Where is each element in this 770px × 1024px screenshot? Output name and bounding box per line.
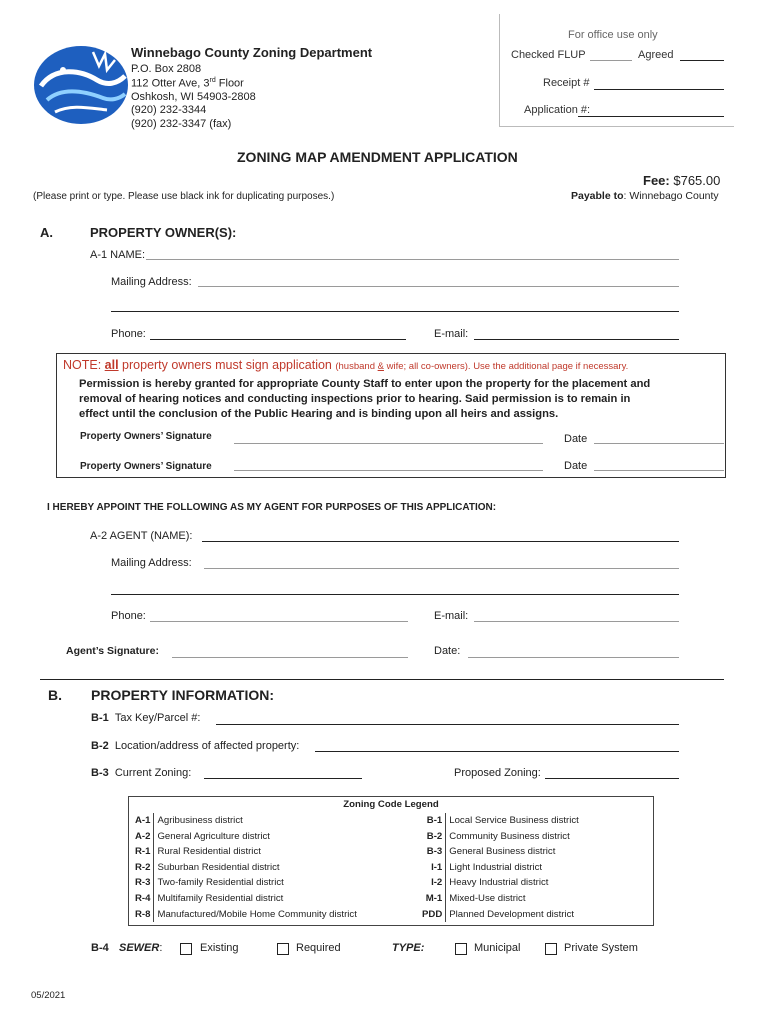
type-municipal-label: Municipal	[474, 942, 521, 954]
legend-description: General Agriculture district	[157, 830, 270, 842]
section-divider	[40, 679, 724, 680]
proposed-zoning-label: Proposed Zoning:	[454, 767, 541, 779]
owner-mailing-label: Mailing Address:	[111, 276, 192, 288]
owner-date-label-1: Date	[564, 433, 588, 445]
section-b-letter: B.	[48, 687, 62, 703]
legend-row	[132, 829, 360, 845]
form-title: ZONING MAP AMENDMENT APPLICATION	[237, 149, 518, 165]
agreed-label: Agreed	[638, 49, 674, 61]
agreed-field[interactable]	[680, 60, 724, 61]
legend-code: R-8	[132, 907, 154, 923]
owner-signature-label-1: Property Owners’ Signature	[80, 431, 212, 442]
office-use-title: For office use only	[568, 29, 658, 41]
agent-appoint-statement: I HEREBY APPOINT THE FOLLOWING AS MY AGENT FOR PURPOSES OF THIS APPLICATION:	[47, 502, 497, 513]
permission-line-1: Permission is hereby granted for appropriate County Staff to enter upon the property for the placement and	[79, 378, 651, 390]
owner-signature-field-2[interactable]	[234, 470, 543, 471]
legend-code: A-1	[132, 813, 154, 829]
section-b-title: PROPERTY INFORMATION:	[91, 687, 275, 703]
sewer-label	[119, 942, 162, 954]
street-sup: rd	[209, 77, 216, 84]
owner-name-field[interactable]	[146, 259, 679, 260]
owner-name-label: A-1 NAME:	[90, 249, 146, 261]
legend-description: Multifamily Residential district	[157, 892, 284, 904]
legend-code: R-2	[132, 860, 154, 876]
receipt-field[interactable]	[594, 89, 724, 90]
b1-code: B-1	[91, 712, 109, 724]
type-private-label: Private System	[564, 942, 638, 954]
department-name: Winnebago County Zoning Department	[131, 45, 373, 60]
tax-key-row	[91, 712, 200, 724]
legend-row	[419, 891, 582, 907]
receipt-label: Receipt #	[543, 77, 590, 89]
note-text	[63, 358, 628, 372]
owner-date-field-1[interactable]	[594, 443, 724, 444]
note-prefix: NOTE:	[63, 358, 105, 372]
agent-mailing-field-2[interactable]	[111, 594, 679, 595]
agent-mailing-field[interactable]	[204, 568, 679, 569]
city-state-zip: Oshkosh, WI 54903-2808	[131, 91, 256, 103]
legend-row	[419, 907, 582, 923]
agent-date-label: Date:	[434, 645, 461, 657]
sewer-existing-label: Existing	[200, 942, 239, 954]
note-main: property owners must sign application	[118, 358, 336, 372]
form-version: 05/2021	[31, 990, 66, 1001]
legend-row	[132, 891, 360, 907]
section-a-letter: A.	[40, 225, 53, 240]
permission-line-3: effect until the conclusion of the Public Hearing and is binding upon all heirs and assigns.	[79, 408, 559, 420]
note-rest: wife; all co-owners). Use the additional page if necessary.	[383, 361, 629, 372]
payable-value: : Winnebago County	[623, 190, 719, 202]
b2-code: B-2	[91, 740, 109, 752]
owner-signature-label-2: Property Owners’ Signature	[80, 461, 212, 472]
permission-line-2: removal of hearing notices and conducting inspections prior to hearing. Said permission is to remain in	[79, 393, 631, 405]
agent-email-label: E-mail:	[434, 610, 469, 622]
legend-row	[132, 813, 360, 829]
legend-code: M-1	[419, 891, 446, 907]
legend-description: Local Service Business district	[449, 815, 579, 826]
street-pre: 112 Otter Ave, 3	[131, 77, 210, 90]
legend-description: Rural Residential district	[157, 846, 261, 858]
sewer-existing-checkbox[interactable]	[180, 943, 192, 955]
agent-date-field[interactable]	[468, 657, 679, 658]
current-zoning-row	[91, 767, 191, 779]
b4-code: B-4	[91, 942, 109, 954]
b2-label: Location/address of affected property:	[114, 740, 300, 752]
note-amp: &	[377, 361, 384, 372]
checked-flup-label: Checked FLUP	[511, 49, 586, 61]
legend-description: Heavy Industrial district	[449, 877, 549, 889]
b3-code: B-3	[91, 767, 109, 779]
application-number-field[interactable]	[578, 116, 724, 117]
legend-description: Manufactured/Mobile Home Community district	[157, 908, 357, 920]
location-field[interactable]	[315, 751, 679, 752]
legend-row	[132, 875, 360, 891]
legend-code: A-2	[132, 829, 154, 845]
legend-description: Suburban Residential district	[157, 861, 280, 873]
legend-row	[419, 813, 582, 829]
sewer-required-label: Required	[296, 942, 341, 954]
legend-code: B-3	[419, 844, 446, 860]
legend-code: I-2	[419, 875, 446, 891]
zoning-code-legend	[128, 796, 654, 926]
agent-phone-label: Phone:	[111, 610, 146, 622]
county-logo	[33, 44, 129, 126]
owner-phone-label: Phone:	[111, 328, 146, 340]
agent-mailing-label: Mailing Address:	[111, 557, 192, 569]
legend-description: Two-family Residential district	[157, 877, 284, 889]
agent-name-field[interactable]	[202, 541, 679, 542]
note-paren: (husband	[335, 361, 378, 372]
section-a-title: PROPERTY OWNER(S):	[90, 225, 237, 240]
legend-description: Community Business district	[449, 830, 570, 842]
legend-description: Agribusiness district	[157, 815, 243, 826]
legend-row	[132, 907, 360, 923]
application-number-label: Application #:	[524, 104, 591, 116]
agent-name-label: A-2 AGENT (NAME):	[90, 530, 193, 542]
type-private-checkbox[interactable]	[545, 943, 557, 955]
current-zoning-field[interactable]	[204, 778, 362, 779]
owner-mailing-field[interactable]	[198, 286, 679, 287]
owner-email-label: E-mail:	[434, 328, 469, 340]
owner-email-field[interactable]	[474, 339, 679, 340]
instructions: (Please print or type. Please use black ink for duplicating purposes.)	[33, 191, 335, 202]
owner-signature-field-1[interactable]	[234, 443, 543, 444]
proposed-zoning-field[interactable]	[545, 778, 679, 779]
payable-to	[571, 190, 719, 202]
legend-row	[419, 829, 582, 845]
fax-number: (920) 232-3347 (fax)	[131, 118, 232, 130]
checked-flup-field[interactable]	[590, 60, 632, 61]
agent-phone-field[interactable]	[150, 621, 408, 622]
agent-signature-label: Agent’s Signature:	[66, 645, 159, 657]
legend-code: R-4	[132, 891, 154, 907]
note-all: all	[104, 358, 119, 372]
legend-row	[419, 844, 582, 860]
po-box: P.O. Box 2808	[131, 63, 202, 75]
sewer-word: SEWER	[119, 942, 160, 954]
legend-code: R-1	[132, 844, 154, 860]
legend-left-table	[132, 813, 360, 922]
legend-code: B-1	[419, 813, 446, 829]
legend-row	[419, 860, 582, 876]
owner-phone-field[interactable]	[150, 339, 406, 340]
fee-value: $765.00	[673, 173, 721, 188]
legend-description: Planned Development district	[449, 908, 575, 920]
street-post: Floor	[215, 77, 244, 90]
street-address	[131, 77, 244, 90]
location-row	[91, 740, 299, 752]
sewer-required-checkbox[interactable]	[277, 943, 289, 955]
owner-mailing-field-2[interactable]	[111, 311, 679, 312]
legend-title: Zoning Code Legend	[343, 799, 439, 810]
legend-description: Mixed-Use district	[449, 892, 526, 904]
sewer-colon: :	[159, 942, 163, 954]
agent-signature-field[interactable]	[172, 657, 408, 658]
legend-row	[132, 844, 360, 860]
legend-description: General Business district	[449, 846, 556, 858]
b1-label: Tax Key/Parcel #:	[114, 712, 201, 724]
legend-right-table	[419, 813, 582, 922]
tax-key-field[interactable]	[216, 724, 679, 725]
legend-code: PDD	[419, 907, 446, 923]
owner-date-field-2[interactable]	[594, 470, 724, 471]
payable-label: Payable to	[571, 190, 624, 202]
type-municipal-checkbox[interactable]	[455, 943, 467, 955]
owner-date-label-2: Date	[564, 460, 588, 472]
legend-row	[132, 860, 360, 876]
type-label: TYPE:	[392, 942, 425, 954]
phone-number: (920) 232-3344	[131, 104, 207, 116]
agent-email-field[interactable]	[474, 621, 679, 622]
legend-row	[419, 875, 582, 891]
legend-code: B-2	[419, 829, 446, 845]
b3-label: Current Zoning:	[114, 767, 192, 779]
legend-code: I-1	[419, 860, 446, 876]
fee-label: Fee:	[643, 173, 670, 188]
fee	[643, 173, 720, 188]
legend-code: R-3	[132, 875, 154, 891]
legend-description: Light Industrial district	[449, 861, 543, 873]
